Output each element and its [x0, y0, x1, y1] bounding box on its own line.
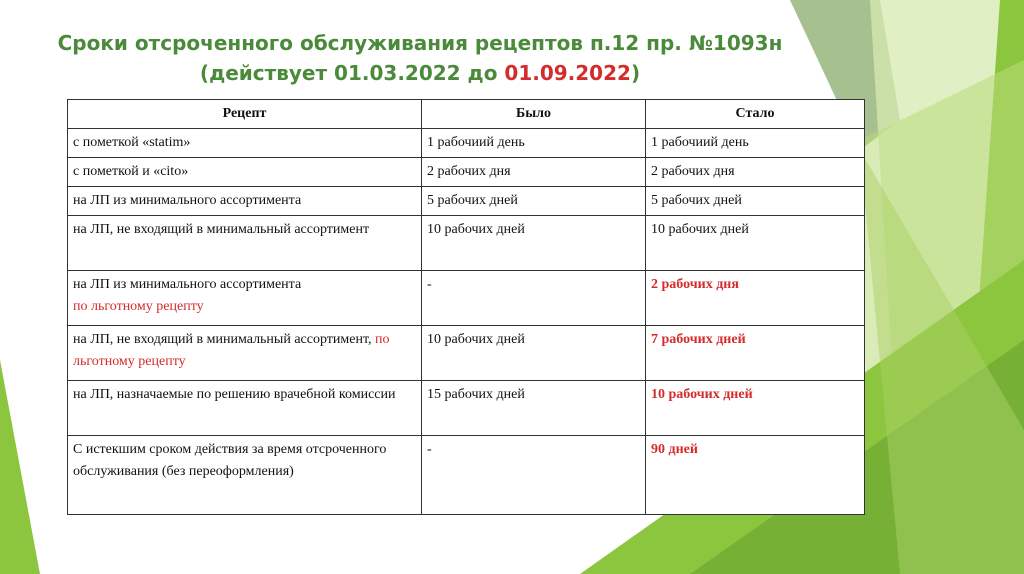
- cell-recipe: на ЛП из минимального ассортимента: [68, 187, 422, 216]
- cell-was: 2 рабочих дня: [422, 158, 646, 187]
- cell-was: 10 рабочих дней: [422, 216, 646, 271]
- table-row: [68, 158, 865, 187]
- table-row: [68, 187, 865, 216]
- cell-now: 10 рабочих дней: [646, 216, 865, 271]
- header-now: Стало: [646, 100, 865, 129]
- cell-recipe: [68, 326, 422, 381]
- cell-recipe: на ЛП, назначаемые по решению врачебной комиссии: [68, 381, 422, 436]
- table-row: [68, 216, 865, 271]
- cell-recipe: с пометкой и «cito»: [68, 158, 422, 187]
- cell-now: 2 рабочих дня: [646, 158, 865, 187]
- cell-was: 15 рабочих дней: [422, 381, 646, 436]
- cell-now: 10 рабочих дней: [646, 381, 865, 436]
- table-row: [68, 326, 865, 381]
- cell-recipe: на ЛП, не входящий в минимальный ассортимент: [68, 216, 422, 271]
- cell-was: -: [422, 436, 646, 515]
- title-line-2: [40, 58, 800, 88]
- header-recipe: Рецепт: [68, 100, 422, 129]
- preferential-note: по льготному рецепту: [73, 332, 390, 369]
- cell-was: -: [422, 271, 646, 326]
- cell-now: 5 рабочих дней: [646, 187, 865, 216]
- title-end-date: 01.09.2022: [504, 61, 631, 85]
- left-green-triangle: [0, 360, 40, 574]
- table-row: [68, 436, 865, 515]
- slide-title: [40, 28, 800, 88]
- title-line-2-suffix: ): [630, 61, 641, 85]
- preferential-note: по льготному рецепту: [73, 299, 204, 314]
- table-row: [68, 129, 865, 158]
- cell-was: 1 рабочиий день: [422, 129, 646, 158]
- cell-now: 7 рабочих дней: [646, 326, 865, 381]
- cell-recipe: С истекшим сроком действия за время отсроченного обслуживания (без переоформления): [68, 436, 422, 515]
- recipe-text: на ЛП из минимального ассортимента: [73, 277, 302, 292]
- cell-was: 5 рабочих дней: [422, 187, 646, 216]
- cell-was: 10 рабочих дней: [422, 326, 646, 381]
- header-was: Было: [422, 100, 646, 129]
- cell-now: 90 дней: [646, 436, 865, 515]
- cell-recipe: [68, 271, 422, 326]
- cell-now: 1 рабочиий день: [646, 129, 865, 158]
- title-line-2-prefix: (действует 01.03.2022 до: [199, 61, 505, 85]
- title-line-1: Сроки отсроченного обслуживания рецептов п.12 пр. №1093н: [57, 31, 783, 55]
- table-row: [68, 271, 865, 326]
- table-header-row: [68, 100, 865, 129]
- recipe-text: на ЛП, не входящий в минимальный ассортимент,: [73, 332, 372, 347]
- cell-now: 2 рабочих дня: [646, 271, 865, 326]
- cell-recipe: с пометкой «statim»: [68, 129, 422, 158]
- deferred-service-table: [67, 99, 865, 515]
- table-row: [68, 381, 865, 436]
